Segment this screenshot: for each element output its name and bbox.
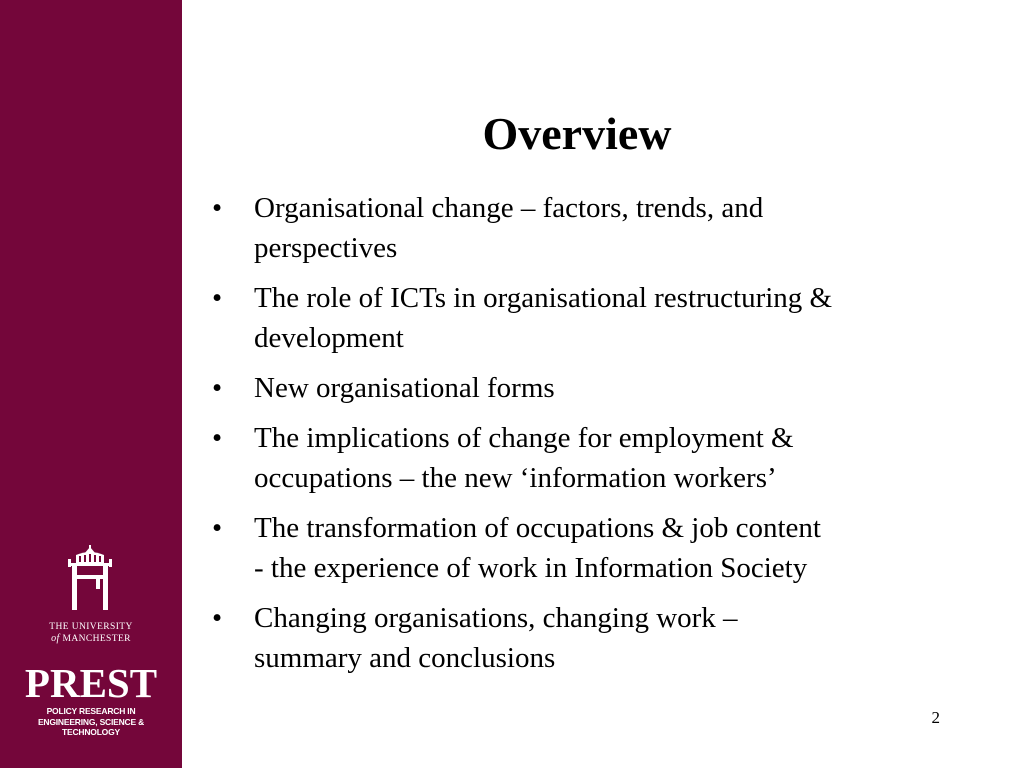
bullet-text: The transformation of occupations & job content - the experience of work in Information Society [254,512,821,584]
sidebar [0,0,182,768]
university-name-line2 [20,633,162,645]
bullet-text: Changing organisations, changing work – summary and conclusions [254,602,738,674]
bullet-item [212,508,952,588]
prest-subtitle-line1: POLICY RESEARCH IN [46,706,136,716]
page-number: 2 [931,708,940,727]
bullet-marker: • [212,372,223,404]
bullet-item [212,278,952,358]
bullet-item [212,598,952,678]
bullet-list [212,188,952,688]
bullet-item [212,188,952,268]
bullet-marker: • [212,282,223,314]
bullet-marker: • [212,422,223,454]
bullet-item [212,368,952,408]
prest-subtitle-line2: ENGINEERING, SCIENCE & TECHNOLOGY [37,717,145,737]
bullet-text: New organisational forms [254,372,555,404]
slide-title: Overview [482,108,672,159]
bullet-marker: • [212,192,223,224]
prest-logo-text: PREST [24,660,158,706]
bullet-text: Organisational change – factors, trends, and perspectives [254,192,764,264]
university-name-line1: THE UNIVERSITY [49,622,133,632]
bullet-marker: • [212,602,223,634]
bullet-marker: • [212,512,223,544]
bullet-text: The role of ICTs in organisational restructuring & development [254,282,833,354]
bullet-item [212,418,952,498]
university-of: of [51,633,60,644]
bullet-text: The implications of change for employment & occupations – the new ‘information workers’ [254,422,794,494]
university-city: MANCHESTER [62,634,131,644]
university-crest-icon [62,545,118,615]
